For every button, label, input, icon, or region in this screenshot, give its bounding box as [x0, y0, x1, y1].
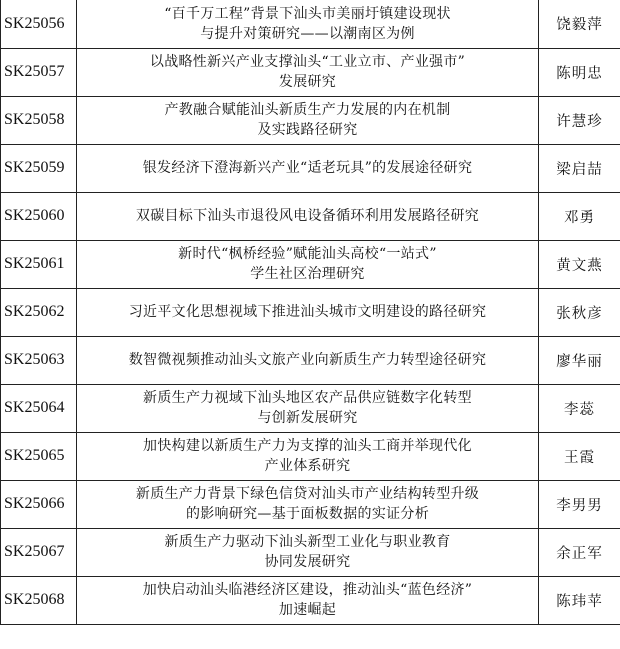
- project-title-line: 数智微视频推动汕头文旅产业向新质生产力转型途径研究: [128, 352, 487, 368]
- project-title-line: 习近平文化思想视域下推进汕头城市文明建设的路径研究: [128, 304, 487, 320]
- project-title: [77, 48, 539, 96]
- project-title-line: 加速崛起: [278, 602, 337, 618]
- project-author: 余正军: [539, 528, 620, 576]
- project-author: 廖华丽: [539, 336, 620, 384]
- project-code: SK25058: [1, 96, 77, 144]
- table-row: [1, 384, 620, 432]
- project-code: SK25061: [1, 240, 77, 288]
- project-code: SK25066: [1, 480, 77, 528]
- table-row: [1, 240, 620, 288]
- table-row: [1, 576, 620, 624]
- project-title-line: “百千万工程”背景下汕头市美丽圩镇建设现状: [164, 5, 451, 22]
- project-title: [77, 384, 539, 432]
- project-code: SK25065: [1, 432, 77, 480]
- project-title: [77, 336, 539, 384]
- project-title-line: 及实践路径研究: [257, 122, 358, 138]
- project-title: [77, 240, 539, 288]
- project-title-line: 的影响研究—基于面板数据的实证分析: [185, 506, 430, 522]
- table-row: [1, 48, 620, 96]
- project-title-line: 与创新发展研究: [257, 410, 358, 426]
- project-title-line: 以战略性新兴产业支撑汕头“工业立市、产业强市”: [149, 54, 466, 70]
- table-row: [1, 144, 620, 192]
- project-author: 李蕊: [539, 384, 620, 432]
- table-row: [1, 432, 620, 480]
- project-code: SK25062: [1, 288, 77, 336]
- project-title-line: 发展研究: [278, 74, 337, 90]
- project-code: SK25063: [1, 336, 77, 384]
- project-code: SK25056: [1, 0, 77, 48]
- project-author: 梁启喆: [539, 144, 620, 192]
- project-author: 许慧珍: [539, 96, 620, 144]
- project-author: 邓勇: [539, 192, 620, 240]
- project-table-body: [1, 0, 620, 624]
- project-code: SK25068: [1, 576, 77, 624]
- project-title-line: 双碳目标下汕头市退役风电设备循环利用发展路径研究: [135, 208, 480, 224]
- project-author: 黄文燕: [539, 240, 620, 288]
- project-author: 陈玮苹: [539, 576, 620, 624]
- project-title-line: 学生社区治理研究: [250, 266, 365, 282]
- project-title-line: 银发经济下澄海新兴产业“适老玩具”的发展途径研究: [142, 160, 473, 176]
- table-row: [1, 528, 620, 576]
- project-title: [77, 144, 539, 192]
- project-title-line: 新时代“枫桥经验”赋能汕头高校“一站式”: [178, 246, 437, 262]
- project-author: 张秋彦: [539, 288, 620, 336]
- table-row: [1, 480, 620, 528]
- project-title: [77, 96, 539, 144]
- project-code: SK25057: [1, 48, 77, 96]
- table-row: [1, 0, 620, 48]
- project-author: 陈明忠: [539, 48, 620, 96]
- project-code: SK25067: [1, 528, 77, 576]
- project-title-line: 产教融合赋能汕头新质生产力发展的内在机制: [164, 102, 451, 118]
- project-title: [77, 192, 539, 240]
- project-code: SK25064: [1, 384, 77, 432]
- project-title: [77, 576, 539, 624]
- project-title: [77, 288, 539, 336]
- project-title-line: 新质生产力视域下汕头地区农产品供应链数字化转型: [143, 390, 472, 406]
- project-code: SK25060: [1, 192, 77, 240]
- project-title-line: 协同发展研究: [264, 554, 351, 570]
- project-title: [77, 0, 539, 48]
- project-code: SK25059: [1, 144, 77, 192]
- project-author: 李男男: [539, 480, 620, 528]
- project-title: [77, 528, 539, 576]
- table-row: [1, 96, 620, 144]
- project-title-line: 加快构建以新质生产力为支撑的汕头工商并举现代化: [143, 438, 472, 454]
- project-author: 饶毅萍: [539, 0, 620, 48]
- project-title-line: 新质生产力驱动下汕头新型工业化与职业教育: [164, 534, 451, 550]
- project-title: [77, 432, 539, 480]
- project-author: 王霞: [539, 432, 620, 480]
- project-title-line: 新质生产力背景下绿色信贷对汕头市产业结构转型升级: [135, 486, 480, 502]
- table-row: [1, 288, 620, 336]
- project-title-line: 产业体系研究: [264, 458, 351, 474]
- project-title: [77, 480, 539, 528]
- table-row: [1, 336, 620, 384]
- project-title-line: 与提升对策研究——以潮南区为例: [200, 25, 415, 42]
- project-title-line: 加快启动汕头临港经济区建设，推动汕头“蓝色经济”: [142, 582, 473, 598]
- table-row: [1, 192, 620, 240]
